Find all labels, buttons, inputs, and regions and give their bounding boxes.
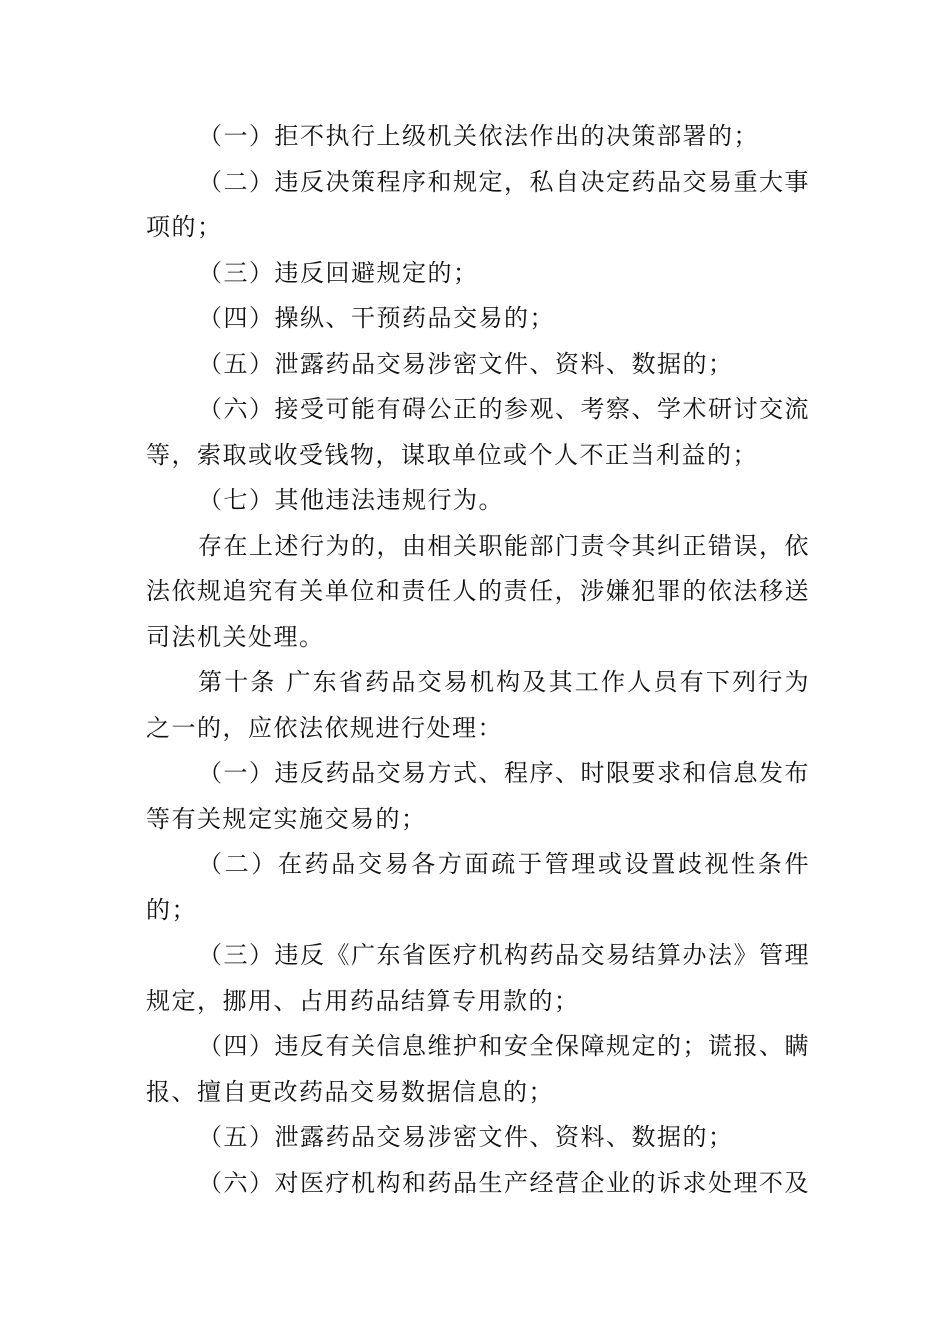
document-body (146, 114, 810, 1206)
paragraph-13: （四）违反有关信息维护和安全保障规定的；谎报、瞒报、擅自更改药品交易数据信息的； (146, 1032, 810, 1106)
paragraph-8: 存在上述行为的，由相关职能部门责令其纠正错误，依法依规追究有关单位和责任人的责任，涉嫌犯罪的依法移送司法机关处理。 (146, 531, 810, 651)
paragraph-5: （五）泄露药品交易涉密文件、资料、数据的； (198, 349, 734, 378)
article-10-heading: 第十条 广东省药品交易机构及其工作人员有下列行为之一的，应依法依规进行处理： (146, 668, 810, 742)
paragraph-4: （四）操纵、干预药品交易的； (198, 304, 555, 332)
paragraph-1: （一）拒不执行上级机关依法作出的决策部署的； (198, 122, 759, 150)
paragraph-15: （六）对医疗机构和药品生产经营企业的诉求处理不及 (198, 1168, 810, 1197)
paragraph-2: （二）违反决策程序和规定，私自决定药品交易重大事项的； (146, 167, 810, 241)
paragraph-11: （二）在药品交易各方面疏于管理或设置歧视性条件的； (146, 850, 810, 924)
paragraph-14: （五）泄露药品交易涉密文件、资料、数据的； (198, 1123, 734, 1151)
paragraph-6: （六）接受可能有碍公正的参观、考察、学术研讨交流等，索取或收受钱物，谋取单位或个人不正当利益的； (146, 395, 810, 469)
paragraph-10: （一）违反药品交易方式、程序、时限要求和信息发布等有关规定实施交易的； (146, 759, 810, 833)
paragraph-12: （三）违反《广东省医疗机构药品交易结算办法》管理规定，挪用、占用药品结算专用款的； (146, 941, 810, 1015)
paragraph-7: （七）其他违法违规行为。 (198, 486, 504, 514)
paragraph-3: （三）违反回避规定的； (198, 258, 479, 287)
